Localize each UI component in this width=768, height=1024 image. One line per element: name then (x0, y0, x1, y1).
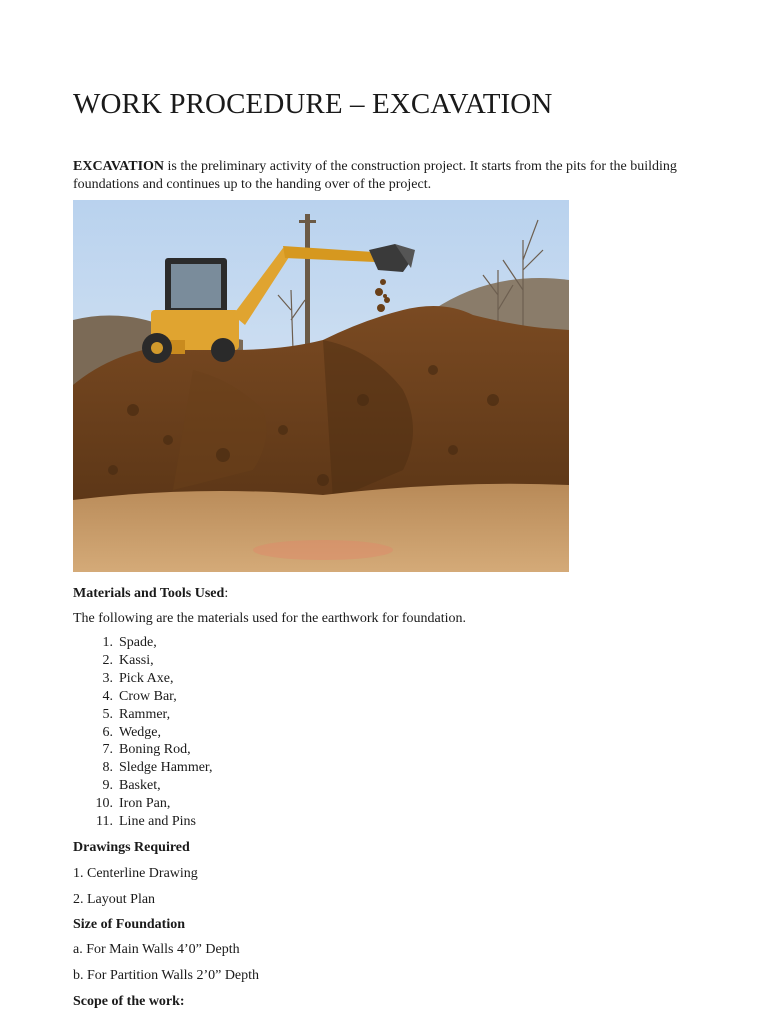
list-item-label: Basket, (119, 778, 161, 794)
foundation-item: a. For Main Walls 4’0” Depth (73, 942, 240, 957)
list-item-label: Spade, (119, 635, 157, 650)
intro-lead-term: EXCAVATION (73, 159, 165, 174)
list-item-number: 6. (102, 724, 113, 740)
list-item-number: 5. (102, 706, 113, 722)
materials-intro: The following are the materials used for the earthwork for foundation. (73, 611, 467, 626)
materials-list-item (73, 634, 213, 652)
materials-list-item (73, 670, 213, 688)
list-item-number: 4. (102, 688, 113, 704)
materials-list-item (73, 813, 213, 831)
list-item-label: Kassi, (119, 652, 154, 668)
list-item-label: Pick Axe, (119, 670, 174, 686)
list-item-label: Sledge Hammer, (119, 760, 213, 776)
list-item-label: Line and Pins (119, 814, 196, 830)
intro-text: is the preliminary activity of the construction project. It starts from the pits for the building foundations and continues up to the handing over of the project. (73, 159, 677, 192)
materials-list-item (73, 741, 213, 759)
list-item-number: 9. (102, 778, 113, 794)
list-item-number: 3. (102, 670, 113, 686)
scope-heading: Scope of the work: (73, 994, 185, 1009)
list-item-number: 1. (102, 635, 113, 650)
foundation-heading: Size of Foundation (73, 917, 186, 932)
list-item-number: 8. (102, 760, 113, 776)
list-item-number: 2. (102, 652, 113, 668)
list-item-label: Rammer, (119, 706, 171, 722)
materials-list-item (73, 688, 213, 706)
utility-pole (305, 214, 310, 359)
drawings-heading: Drawings Required (73, 840, 190, 855)
materials-list-item (73, 759, 213, 777)
list-item-label: Boning Rod, (119, 742, 191, 758)
materials-list (73, 634, 213, 831)
drawings-item: 2. Layout Plan (73, 892, 156, 907)
intro-paragraph (73, 158, 693, 194)
materials-list-item (73, 795, 213, 813)
materials-list-item (73, 706, 213, 724)
materials-list-item (73, 652, 213, 670)
list-item-number: 11. (96, 814, 113, 830)
list-item-label: Crow Bar, (119, 688, 177, 704)
materials-list-item (73, 724, 213, 742)
materials-heading: Materials and Tools Used (73, 586, 225, 601)
materials-list-item (73, 777, 213, 795)
materials-heading-line (73, 585, 228, 603)
excavation-photo (73, 200, 569, 572)
page-title: WORK PROCEDURE – EXCAVATION (73, 88, 553, 120)
foundation-item: b. For Partition Walls 2’0” Depth (73, 968, 260, 983)
list-item-label: Iron Pan, (119, 796, 171, 812)
drawings-item: 1. Centerline Drawing (73, 866, 198, 881)
list-item-number: 7. (102, 742, 113, 758)
list-item-label: Wedge, (119, 724, 162, 740)
list-item-number: 10. (95, 796, 113, 812)
materials-heading-colon: : (224, 586, 229, 601)
